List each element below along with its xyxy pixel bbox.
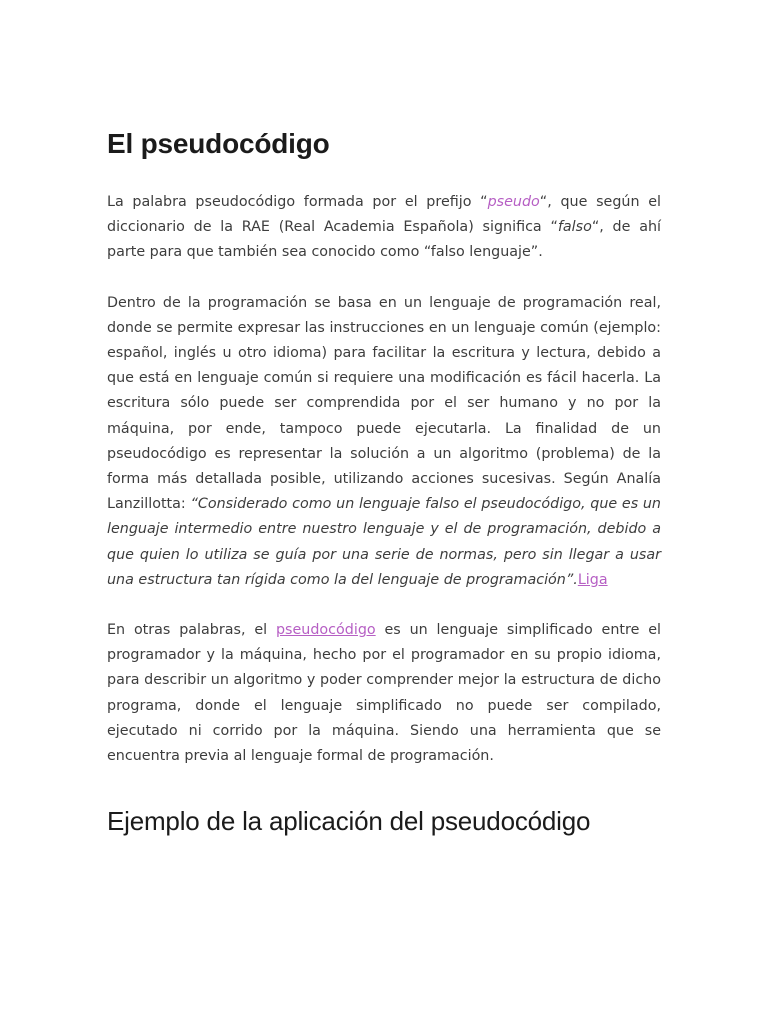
programming-text: Dentro de la programación se basa en un lenguaje de programación real, donde se permite expresar las instrucciones en un lenguaje común (ejemplo: español, inglés u otro idioma) para facilitar la escritura y lectura, debido a que está en lenguaje común si requiere una modificación es fácil hacerla. La escritura sólo puede ser comprendida por el ser humano y no por la máquina, por ende, tampoco puede ejecutarla. La finalidad de un pseudocódigo es representar la solución a un algoritmo (problema) de la forma más detallada posible, utilizando acciones sucesivas. Según Analía Lanzillotta: bbox=[107, 294, 661, 513]
intro-text-start: La palabra pseudocódigo formada por el prefijo “ bbox=[107, 194, 488, 210]
page-title: El pseudocódigo bbox=[107, 128, 330, 159]
lanzillotta-quote: “Considerado como un lenguaje falso el pseudocódigo, que es un lenguaje intermedio entre nuestro lenguaje y el de programación, debido a que quien lo utiliza se guía por una serie de normas, pero sin llegar a usar una estructura tan rígida como la del lenguaje de programación”. bbox=[107, 496, 661, 588]
summary-paragraph bbox=[107, 618, 661, 769]
intro-text-end: “, de ahí parte para que también sea conocido como “falso lenguaje”. bbox=[107, 219, 661, 261]
liga-link[interactable]: Liga bbox=[577, 571, 608, 588]
summary-text-end: es un lenguaje simplificado entre el programador y la máquina, hecho por el programador en su propio idioma, para describir un algoritmo y poder comprender mejor la estructura de dicho programa, donde el lenguaje simplificado no puede ser compilado, ejecutado ni corrido por la máquina. Siendo una herramienta que se encuentra previa al lenguaje formal de programación. bbox=[107, 622, 661, 765]
falso-term: falso bbox=[557, 219, 592, 236]
intro-paragraph bbox=[107, 190, 661, 266]
summary-text-start: En otras palabras, el bbox=[107, 622, 276, 639]
article bbox=[107, 124, 661, 839]
pseudo-term: pseudo bbox=[487, 194, 540, 210]
pseudocodigo-link[interactable]: pseudocódigo bbox=[275, 622, 376, 639]
section-heading: Ejemplo de la aplicación del pseudocódigo bbox=[107, 806, 591, 837]
programming-paragraph bbox=[107, 291, 661, 593]
intro-text-middle: “, que según el diccionario de la RAE (Real Academia Española) significa “ bbox=[107, 194, 661, 236]
